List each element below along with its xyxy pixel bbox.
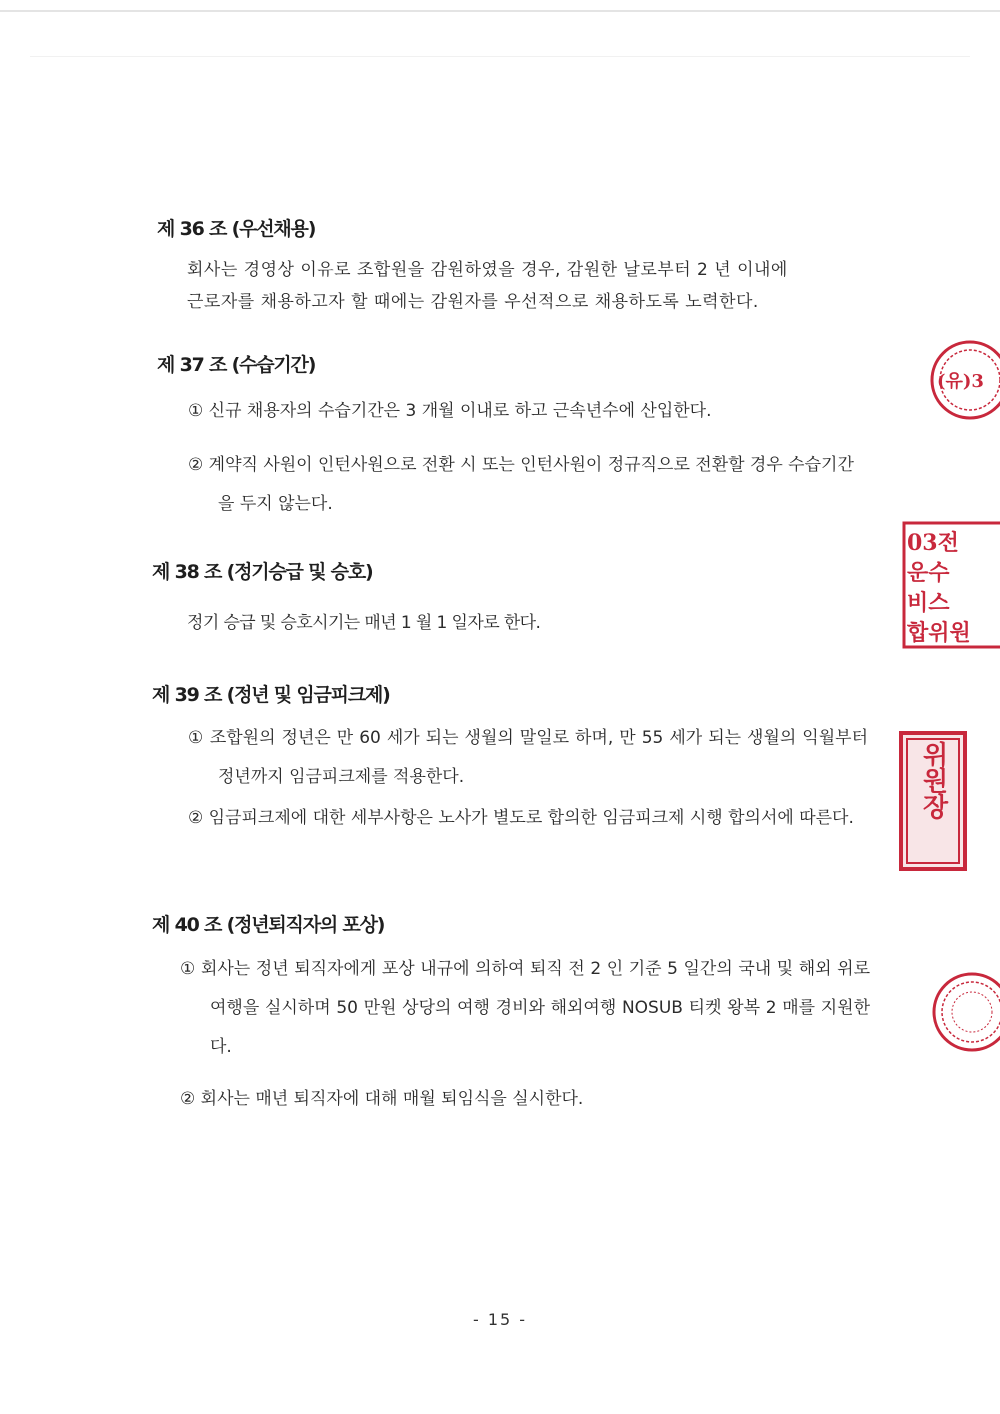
article-39-item-1: ① 조합원의 정년은 만 60 세가 되는 생월의 말일로 하며, 만 55 세가 되는 생월의 익월부터 정년까지 임금피크제를 적용한다. — [188, 728, 868, 787]
article-38-line-1: 정기 승급 및 승호시기는 매년 1 월 1 일자로 한다. — [187, 613, 541, 633]
square-seal-1-line-2: 운수 — [907, 560, 950, 586]
article-36-line-1: 회사는 경영상 이유로 조합원을 감원하였을 경우, 감원한 날로부터 2 년 이내에 — [187, 260, 788, 280]
square-seal-1-line-4: 합위원 — [907, 620, 971, 646]
article-37-item-2: ② 계약직 사원이 인턴사원으로 전환 시 또는 인턴사원이 정규직으로 전환할 경우 수습기간을 두지 않는다. — [188, 455, 854, 514]
square-seal-1-line-1: 03전 — [907, 530, 959, 556]
article-36-title: 제 36 조 (우선채용) — [157, 218, 316, 240]
page-number: - 15 - — [472, 1310, 528, 1329]
article-39-item-2: ② 임금피크제에 대한 세부사항은 노사가 별도로 합의한 임금피크제 시행 합의서에 따른다. — [188, 808, 854, 828]
square-seal-2 — [898, 730, 968, 872]
article-40-item-2: ② 회사는 매년 퇴직자에 대해 매월 퇴임식을 실시한다. — [180, 1089, 584, 1109]
article-40-title: 제 40 조 (정년퇴직자의 포상) — [152, 914, 385, 936]
square-seal-2-text: 위원장 — [918, 741, 948, 819]
round-seal-1-text: (유)3 — [937, 371, 984, 392]
scan-edge-line — [0, 10, 1000, 12]
article-37-item-1: ① 신규 채용자의 수습기간은 3 개월 이내로 하고 근속년수에 산입한다. — [188, 401, 712, 421]
article-40-item-1: ① 회사는 정년 퇴직자에게 포상 내규에 의하여 퇴직 전 2 인 기준 5 일간의 국내 및 해외 위로여행을 실시하며 50 만원 상당의 여행 경비와 해외여행 NOSUB 티켓 왕복 2 매를 지원한다. — [180, 959, 870, 1057]
article-38-title: 제 38 조 (정기승급 및 승호) — [152, 561, 373, 583]
round-seal-1 — [925, 337, 1000, 425]
article-36-line-2: 근로자를 채용하고자 할 때에는 감원자를 우선적으로 채용하도록 노력한다. — [187, 292, 759, 312]
square-seal-1 — [901, 520, 1000, 650]
round-seal-2 — [927, 968, 1000, 1056]
article-39-title: 제 39 조 (정년 및 임금피크제) — [152, 684, 390, 706]
scan-edge-line-faint — [30, 56, 970, 57]
square-seal-1-line-3: 비스 — [907, 590, 950, 616]
article-37-title: 제 37 조 (수습기간) — [157, 354, 316, 376]
